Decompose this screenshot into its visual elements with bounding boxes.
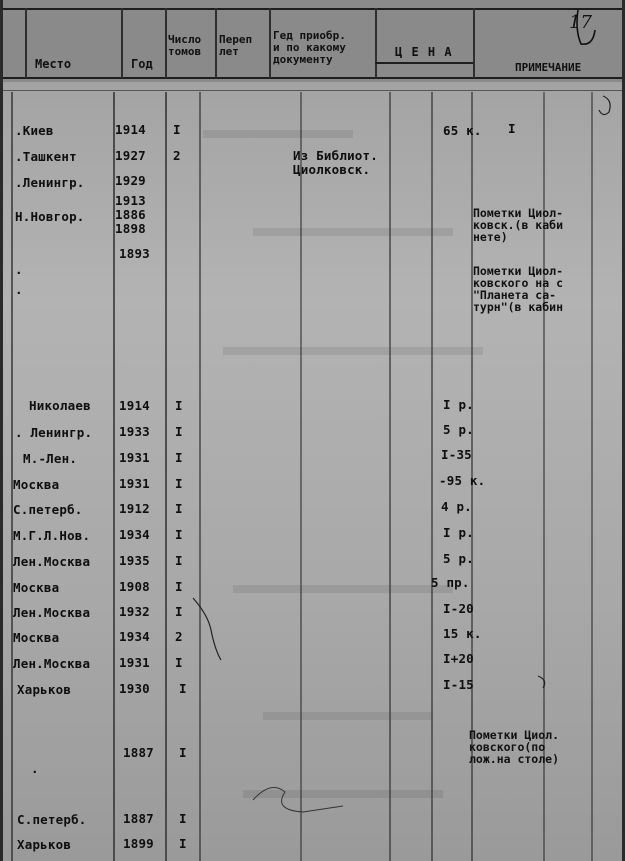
row-volumes: I	[175, 476, 183, 491]
row-price: 5 р.	[443, 551, 474, 566]
row-place: Николаев	[29, 398, 91, 413]
row-volumes: I	[175, 450, 183, 465]
page-number: 17	[569, 12, 592, 33]
row-place: Москва	[13, 580, 60, 595]
row-year: 1927	[115, 148, 146, 163]
pen-strokes	[3, 0, 622, 861]
row-place: С.петерб.	[17, 812, 87, 827]
row-place: Лен.Москва	[13, 605, 91, 620]
row-year: 1908	[119, 579, 150, 594]
margin-dot: .	[31, 761, 39, 776]
row-year: 1893	[119, 246, 150, 261]
row-year: 1929	[115, 173, 146, 188]
row-price: I+20	[443, 651, 474, 666]
row-price: 65 к.	[443, 123, 482, 138]
row-price: I-20	[443, 601, 474, 616]
row-place: С.петерб.	[13, 502, 83, 517]
header-place: Место	[35, 57, 72, 71]
row-volumes: 2	[175, 629, 183, 644]
row-volumes: I	[179, 745, 187, 760]
header-volumes: Число томов	[168, 33, 202, 58]
row-place: .Киев	[15, 123, 54, 138]
header-reprint: Переп лет	[219, 33, 253, 58]
row-volumes: I	[179, 811, 187, 826]
row-place: .Ленингр.	[15, 175, 85, 190]
row-price: -95 к.	[439, 473, 486, 488]
row-year: 1914	[119, 398, 150, 413]
row-volumes: I	[175, 655, 183, 670]
row-price: 15 к.	[443, 626, 482, 641]
row-volumes: I	[175, 398, 183, 413]
row-volumes: I	[179, 681, 187, 696]
pen-stroke	[599, 96, 610, 115]
row-place: Харьков	[17, 682, 72, 697]
margin-dot: .	[15, 262, 23, 277]
row-year: 1912	[119, 501, 150, 516]
row-year: 1931	[119, 476, 150, 491]
row-place: Н.Новгор.	[15, 209, 85, 224]
row-year: 1931	[119, 450, 150, 465]
header-remarks: ПРИМЕЧАНИЕ	[515, 61, 582, 74]
header-price: Ц Е Н А	[395, 45, 453, 59]
row-year: 1887	[123, 745, 154, 760]
row-price: 5 пр.	[431, 575, 470, 590]
row-volumes: I	[175, 501, 183, 516]
row-place: Москва	[13, 477, 60, 492]
row-volumes: 2	[173, 148, 181, 163]
pen-stroke	[193, 598, 221, 660]
row-year: 1914	[115, 122, 146, 137]
row-year: 1934	[119, 527, 150, 542]
row-remarks: Пометки Циол- ковского на с "Планета са- турн"(в кабин	[473, 264, 564, 314]
document-sheet	[3, 0, 622, 861]
row-year: 1930	[119, 681, 150, 696]
row-place: М.Г.Л.Нов.	[13, 528, 91, 543]
row-volumes: I	[175, 553, 183, 568]
row-volumes: I	[175, 527, 183, 542]
row-year: 1933	[119, 424, 150, 439]
row-place: Лен.Москва	[13, 554, 91, 569]
row-flag: I	[508, 121, 516, 136]
row-place: . Ленингр.	[15, 425, 93, 440]
row-volumes: I	[179, 836, 187, 851]
row-acquired: Из Библиот. Циолковск.	[293, 148, 378, 177]
row-price: I-35	[441, 447, 472, 462]
row-year: 1935	[119, 553, 150, 568]
row-year: 1932	[119, 604, 150, 619]
row-year: 1931	[119, 655, 150, 670]
header-acquired: Гед приобр. и по какому документу	[273, 29, 346, 66]
row-price: I-15	[443, 677, 474, 692]
row-place: Харьков	[17, 837, 72, 852]
row-year: 1899	[123, 836, 154, 851]
row-price: I р.	[443, 525, 474, 540]
row-volumes: I	[175, 604, 183, 619]
row-remarks: Пометки Циол. ковского(по лож.на столе)	[469, 728, 560, 766]
row-place: Лен.Москва	[13, 656, 91, 671]
pen-stroke	[538, 676, 545, 688]
page-number-circle	[577, 10, 595, 44]
row-volumes: I	[175, 579, 183, 594]
row-year: 1887	[123, 811, 154, 826]
row-year: 1913	[115, 193, 146, 208]
margin-dot: .	[15, 282, 23, 297]
row-price: I р.	[443, 397, 474, 412]
row-year: 1886 1898	[115, 207, 146, 236]
row-price: 5 р.	[443, 422, 474, 437]
row-place: .Ташкент	[15, 149, 77, 164]
pen-stroke	[253, 788, 343, 813]
row-year: 1934	[119, 629, 150, 644]
row-remarks: Пометки Циол- ковск.(в каби нете)	[473, 206, 564, 244]
row-place: М.-Лен.	[23, 451, 78, 466]
row-volumes: I	[175, 424, 183, 439]
row-place: Москва	[13, 630, 60, 645]
row-volumes: I	[173, 122, 181, 137]
row-price: 4 р.	[441, 499, 472, 514]
header-year: Год	[131, 57, 153, 71]
